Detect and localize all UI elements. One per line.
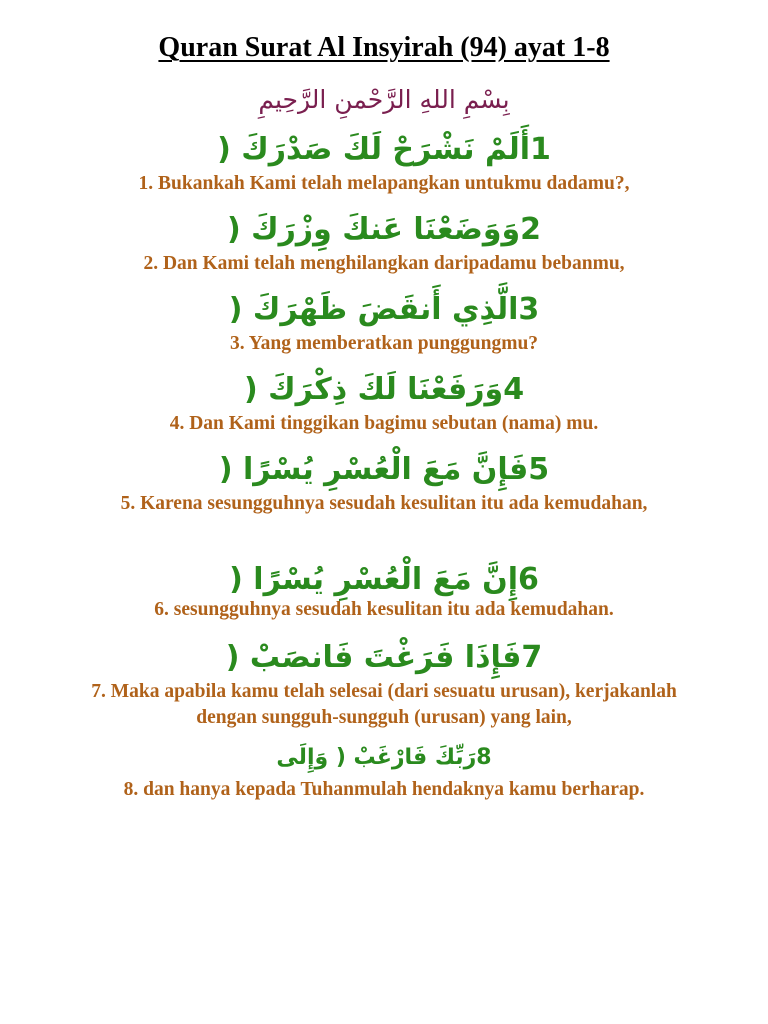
verse-5-arabic: 5فَإِنَّ مَعَ الْعُسْرِ يُسْرًا ( bbox=[218, 452, 550, 487]
verse-7-arabic: 7فَإِذَا فَرَغْتَ فَانصَبْ ( bbox=[225, 640, 543, 675]
verse-3-translation: 3. Yang memberatkan punggungmu? bbox=[229, 333, 539, 354]
verse-1-translation: 1. Bukankah Kami telah melapangkan untukmu dadamu?, bbox=[138, 173, 630, 194]
basmala: بِسْمِ اللهِ الرَّحْمنِ الرَّحِيمِ bbox=[258, 85, 510, 114]
verse-4-arabic: 4وَرَفَعْنَا لَكَ ذِكْرَكَ ( bbox=[243, 372, 525, 407]
verse-8-arabic: 8رَبِّكَ فَارْغَبْ ( وَإِلَى bbox=[276, 745, 492, 770]
verse-6-translation: 6. sesungguhnya sesudah kesulitan itu ada kemudahan. bbox=[154, 599, 614, 620]
verse-8-translation: 8. dan hanya kepada Tuhanmulah hendaknya kamu berharap. bbox=[123, 779, 645, 800]
verse-1-arabic: 1أَلَمْ نَشْرَحْ لَكَ صَدْرَكَ ( bbox=[217, 132, 551, 167]
verse-4-translation: 4. Dan Kami tinggikan bagimu sebutan (nama) mu. bbox=[169, 413, 599, 434]
verse-5-translation: 5. Karena sesungguhnya sesudah kesulitan itu ada kemudahan, bbox=[120, 493, 648, 514]
page-title: Quran Surat Al Insyirah (94) ayat 1-8 bbox=[158, 32, 610, 63]
verse-6-arabic: 6إِنَّ مَعَ الْعُسْرِ يُسْرًا ( bbox=[229, 562, 539, 597]
verse-2-arabic: 2وَوَضَعْنَا عَنكَ وِزْرَكَ ( bbox=[226, 212, 541, 247]
verse-3-arabic: 3الَّذِي أَنقَضَ ظَهْرَكَ ( bbox=[228, 292, 540, 327]
verse-7-translation: 7. Maka apabila kamu telah selesai (dari sesuatu urusan), kerjakanlah dengan sungguh-sungguh (urusan) yang lain, bbox=[91, 681, 677, 728]
verse-2-translation: 2. Dan Kami telah menghilangkan daripadamu bebanmu, bbox=[143, 253, 625, 274]
